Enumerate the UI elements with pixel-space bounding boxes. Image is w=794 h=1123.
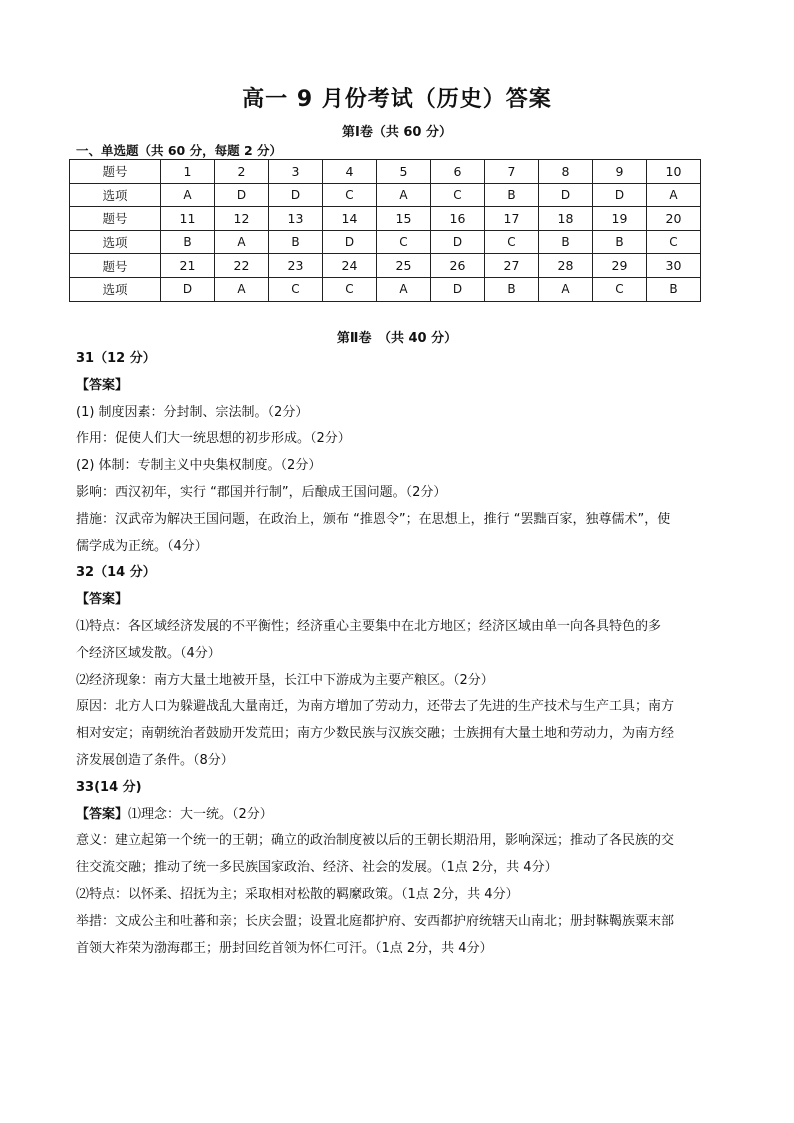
answer-line: 意义：建立起第一个统一的王朝；确立的政治制度被以后的王朝长期沿用，影响深远；推动了各民族的交 — [76, 833, 675, 849]
answer-option-cell: C — [323, 277, 377, 301]
answer-option-cell: B — [485, 183, 539, 207]
section-heading: 一、单选题（共 60 分，每题 2 分） — [76, 143, 283, 158]
answer-label: 【答案】 — [76, 806, 129, 822]
question-number-cell: 16 — [431, 207, 485, 231]
answer-option-cell: A — [215, 277, 269, 301]
question-number-cell: 3 — [269, 160, 323, 184]
answer-option-cell: C — [377, 230, 431, 254]
answer-option-cell: B — [161, 230, 215, 254]
section-label: 31（12 分） — [76, 351, 156, 366]
question-number-cell: 13 — [269, 207, 323, 231]
answer-option-cell: D — [431, 230, 485, 254]
answer-option-row — [70, 230, 701, 254]
question-number-cell: 20 — [647, 207, 701, 231]
question-number-cell: 22 — [215, 254, 269, 278]
row-label: 题号 — [70, 160, 161, 184]
answer-line: ⑵特点：以怀柔、招抚为主；采取相对松散的羁縻政策。（1点 2分，共 4分） — [76, 886, 519, 902]
row-label: 题号 — [70, 207, 161, 231]
question-number-cell: 9 — [593, 160, 647, 184]
part1-header: 第Ⅰ卷（共 60 分） — [342, 125, 452, 140]
answer-body — [76, 346, 726, 962]
answer-option-cell: B — [269, 230, 323, 254]
answer-option-cell: A — [215, 230, 269, 254]
answer-option-cell: C — [593, 277, 647, 301]
section-label: 【答案】 — [76, 592, 129, 608]
part2-header: 第Ⅱ卷 （共 40 分） — [336, 331, 458, 346]
answer-line: ⑴特点：各区域经济发展的不平衡性；经济重心主要集中在北方地区；经济区域由单一向各具特色的多 — [76, 618, 662, 634]
question-number-cell: 11 — [161, 207, 215, 231]
answer-option-row — [70, 277, 701, 301]
question-number-cell: 14 — [323, 207, 377, 231]
answer-option-cell: D — [539, 183, 593, 207]
answer-option-cell: A — [161, 183, 215, 207]
answer-line: (1) 制度因素：分封制、宗法制。（2分） — [76, 404, 309, 420]
question-number-cell: 23 — [269, 254, 323, 278]
answer-line — [76, 802, 726, 829]
question-number-cell: 26 — [431, 254, 485, 278]
question-number-cell: 5 — [377, 160, 431, 184]
question-number-row — [70, 254, 701, 278]
question-number-cell: 19 — [593, 207, 647, 231]
answer-option-cell: D — [161, 277, 215, 301]
answer-line: 济发展创造了条件。（8分） — [76, 752, 234, 768]
answer-option-cell: B — [647, 277, 701, 301]
answer-table — [69, 159, 701, 302]
answer-option-cell: C — [431, 183, 485, 207]
answer-option-cell: D — [215, 183, 269, 207]
answer-option-cell: C — [269, 277, 323, 301]
answer-option-cell: D — [593, 183, 647, 207]
question-number-cell: 21 — [161, 254, 215, 278]
question-number-cell: 25 — [377, 254, 431, 278]
answer-option-cell: B — [593, 230, 647, 254]
question-number-cell: 28 — [539, 254, 593, 278]
answer-option-cell: B — [539, 230, 593, 254]
section-label: 【答案】 — [76, 377, 129, 393]
page-title: 高一 9 月份考试（历史）答案 — [242, 87, 552, 112]
question-number-cell: 8 — [539, 160, 593, 184]
question-number-cell: 18 — [539, 207, 593, 231]
question-number-cell: 6 — [431, 160, 485, 184]
question-number-row — [70, 207, 701, 231]
answer-line: 作用：促使人们大一统思想的初步形成。（2分） — [76, 431, 351, 447]
question-number-cell: 30 — [647, 254, 701, 278]
answer-line: 原因：北方人口为躲避战乱大量南迁，为南方增加了劳动力，还带去了先进的生产技术与生产工具；南方 — [76, 699, 675, 715]
question-number-cell: 2 — [215, 160, 269, 184]
answer-option-cell: A — [647, 183, 701, 207]
question-number-row — [70, 160, 701, 184]
question-number-cell: 12 — [215, 207, 269, 231]
answer-line: 往交流交融；推动了统一多民族国家政治、经济、社会的发展。（1点 2分，共 4分） — [76, 860, 558, 876]
row-label: 选项 — [70, 183, 161, 207]
answer-line: 首领大祚荣为渤海郡王；册封回纥首领为怀仁可汗。（1点 2分，共 4分） — [76, 940, 493, 956]
answer-option-cell: A — [377, 183, 431, 207]
question-number-cell: 15 — [377, 207, 431, 231]
section-label: 33(14 分) — [76, 779, 142, 795]
answer-line: 举措：文成公主和吐蕃和亲；长庆会盟；设置北庭都护府、安西都护府统辖天山南北；册封靺鞨族粟末部 — [76, 913, 675, 929]
answer-line: (2) 体制：专制主义中央集权制度。（2分） — [76, 458, 322, 474]
answer-option-cell: D — [269, 183, 323, 207]
answer-option-cell: A — [539, 277, 593, 301]
row-label: 选项 — [70, 277, 161, 301]
answer-option-cell: A — [377, 277, 431, 301]
question-number-cell: 4 — [323, 160, 377, 184]
question-number-cell: 27 — [485, 254, 539, 278]
answer-option-cell: D — [431, 277, 485, 301]
section-label: 32（14 分） — [76, 565, 156, 581]
answer-option-row — [70, 183, 701, 207]
question-number-cell: 10 — [647, 160, 701, 184]
row-label: 选项 — [70, 230, 161, 254]
answer-line: 影响：西汉初年，实行 “郡国并行制”，后酿成王国问题。（2分） — [76, 484, 447, 500]
answer-option-cell: C — [647, 230, 701, 254]
answer-line: 儒学成为正统。（4分） — [76, 538, 208, 554]
answer-option-cell: C — [485, 230, 539, 254]
question-number-cell: 29 — [593, 254, 647, 278]
answer-option-cell: C — [323, 183, 377, 207]
question-number-cell: 24 — [323, 254, 377, 278]
answer-line: 个经济区域发散。（4分） — [76, 645, 221, 661]
answer-option-cell: D — [323, 230, 377, 254]
answer-line: ⑵经济现象：南方大量土地被开垦，长江中下游成为主要产粮区。（2分） — [76, 672, 494, 688]
answer-line-text: ⑴理念：大一统。（2分） — [128, 806, 273, 822]
row-label: 题号 — [70, 254, 161, 278]
answer-line: 相对安定；南朝统治者鼓励开发荒田；南方少数民族与汉族交融；士族拥有大量土地和劳动力，为南方经 — [76, 726, 675, 742]
answer-option-cell: B — [485, 277, 539, 301]
question-number-cell: 7 — [485, 160, 539, 184]
question-number-cell: 17 — [485, 207, 539, 231]
answer-line: 措施：汉武帝为解决王国问题，在政治上，颁布 “推恩令”；在思想上，推行 “罢黜百家，独尊儒术”，使 — [76, 511, 671, 527]
question-number-cell: 1 — [161, 160, 215, 184]
